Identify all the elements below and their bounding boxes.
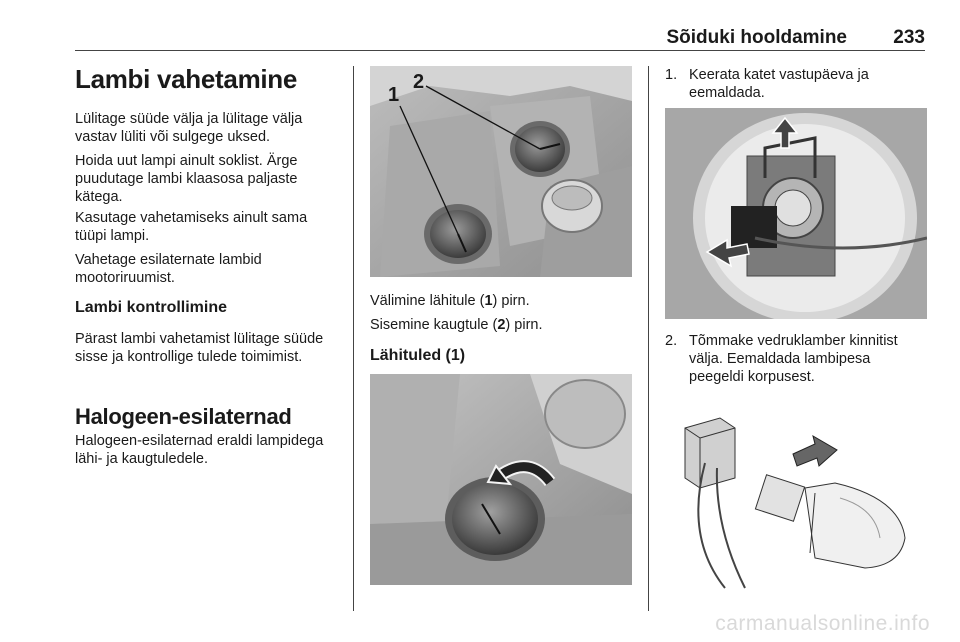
heading-lamp-replacement: Lambi vahetamine: [75, 64, 298, 94]
heading-halogen: Halogeen-esilaternad: [75, 404, 292, 429]
watermark: carmanualsonline.info: [715, 612, 930, 635]
figure-label-1: 1: [388, 84, 400, 106]
caption-high-beam: Sisemine kaugtule (2) pirn.: [370, 317, 543, 333]
page-number: 233: [893, 27, 925, 48]
header-rule: [75, 50, 925, 51]
paragraph-check: Pärast lambi vahetamist lülitage süüde sisse ja kontrollige tulede toimimist.: [75, 331, 324, 365]
caption-low-beam: Välimine lähitule (1) pirn.: [370, 293, 530, 309]
subheading-lamp-check: Lambi kontrollimine: [75, 299, 228, 316]
paragraph-halogen: Halogeen-esilaternad eraldi lampidega lähi- ja kaugtuledele.: [75, 433, 324, 467]
figure-h7-bulb: [665, 388, 927, 598]
paragraph-ignition: Lülitage süüde välja ja lülitage välja vastav lüliti või sulgege uksed.: [75, 111, 303, 145]
section-title: Sõiduki hooldamine: [666, 27, 847, 48]
figure-label-2: 2: [413, 71, 425, 93]
column-divider-1: [353, 66, 354, 611]
subheading-low-beam: Lähituled (1): [370, 347, 466, 364]
paragraph-engine-bay: Vahetage esilaternate lambid mootoriruumist.: [75, 252, 262, 286]
figure-bulb-holder: [665, 108, 927, 319]
figure-headlamp-covers: [370, 66, 632, 277]
figure-low-beam-cover: [370, 374, 632, 585]
paragraph-handling: Hoida uut lampi ainult soklist. Ärge puudutage lambi klaasosa paljaste kätega.: [75, 153, 298, 205]
page-header: [75, 27, 925, 51]
column-divider-2: [648, 66, 649, 611]
paragraph-same-type: Kasutage vahetamiseks ainult sama tüüpi lampi.: [75, 210, 308, 244]
